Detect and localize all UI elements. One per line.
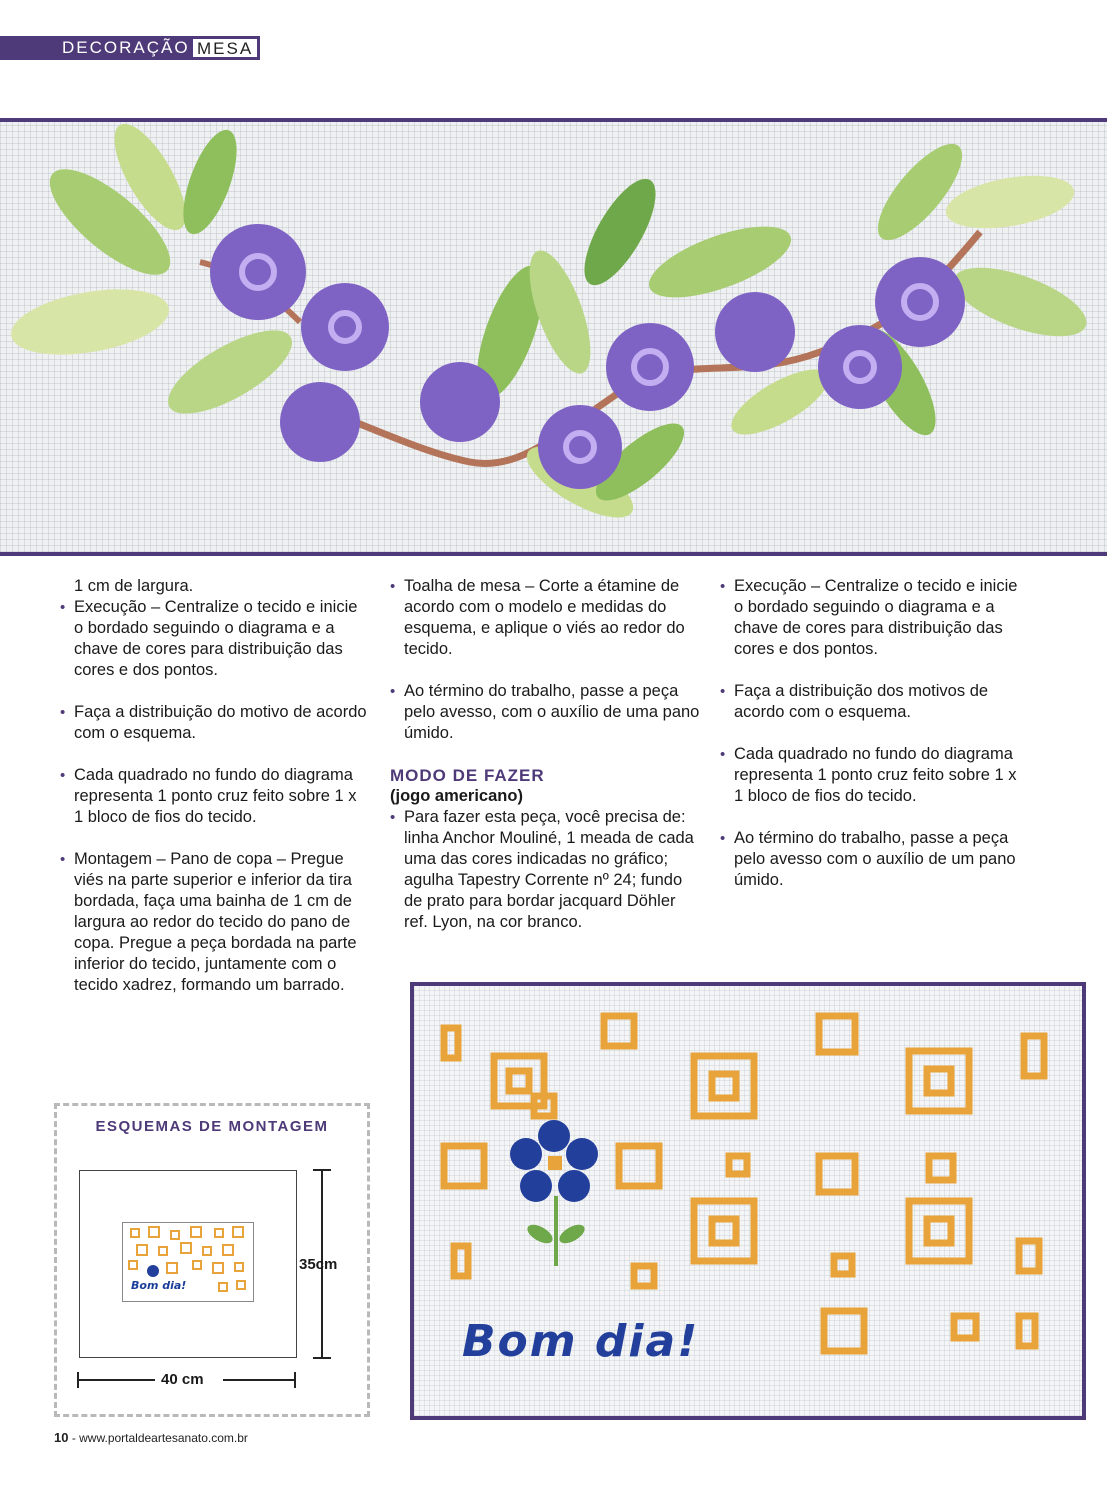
bullet-item: • Montagem – Pano de copa – Pregue viés na parte superior e inferior da tira bordada, faça uma bainha de 1 cm de largura ao redor do tecido do pano de copa. Pregue a peça bordada na parte inferior do tecido, juntamente com o tecido xadrez, formando um barrado.	[60, 849, 370, 996]
blueberry-illustration	[0, 122, 1107, 552]
embroidered-bom-dia-text: Bom dia!	[462, 1316, 700, 1367]
text-column-2	[390, 576, 700, 954]
placemat-embroidery-photo	[410, 982, 1086, 1420]
section-title: DECORAÇÃO	[62, 38, 190, 57]
bullet-item: • Cada quadrado no fundo do diagrama representa 1 ponto cruz feito sobre 1 x 1 bloco de fios do tecido.	[720, 744, 1030, 807]
assembly-diagram-title: ESQUEMAS DE MONTAGEM	[95, 1118, 329, 1135]
bullet-item: • Ao término do trabalho, passe a peça pelo avesso, com o auxílio de uma pano úmido.	[390, 681, 700, 744]
page-footer	[54, 1430, 248, 1445]
bullet-item: • Para fazer esta peça, você precisa de: linha Anchor Mouliné, 1 meada de cada uma das cores indicadas no gráfico; agulha Tapestry Corrente nº 24; fundo de prato para bordar jacquard Döhler ref. Lyon, na cor branco.	[390, 807, 700, 933]
modo-de-fazer-heading: MODO DE FAZER	[390, 766, 545, 785]
text-column-1	[60, 576, 370, 1017]
assembly-diagram-box	[54, 1103, 370, 1417]
height-label: 35cm	[299, 1256, 338, 1273]
subsection-title: MESA	[192, 38, 258, 58]
paragraph: 1 cm de largura.	[74, 577, 194, 595]
bullet-item: • Cada quadrado no fundo do diagrama representa 1 ponto cruz feito sobre 1 x 1 bloco de fios do tecido.	[60, 765, 370, 828]
width-label: 40 cm	[161, 1371, 204, 1388]
placemat-outline	[79, 1170, 297, 1358]
footer-url: - www.portaldeartesanato.com.br	[71, 1431, 248, 1445]
bullet-item: • Execução – Centralize o tecido e inicie o bordado seguindo o diagrama e a chave de cores para distribuição das cores e dos pontos.	[720, 576, 1030, 660]
modo-de-fazer-subheading: (jogo americano)	[390, 787, 523, 805]
text-column-3	[720, 576, 1030, 912]
bullet-item: • Execução – Centralize o tecido e inicie o bordado seguindo o diagrama e a chave de cores para distribuição das cores e dos pontos.	[60, 597, 370, 681]
page-number: 10	[54, 1430, 69, 1445]
bullet-item: • Faça a distribuição dos motivos de acordo com o esquema.	[720, 681, 1030, 723]
mini-placemat-preview	[122, 1222, 254, 1302]
bullet-item: • Toalha de mesa – Corte a étamine de acordo com o modelo e medidas do esquema, e aplique o viés ao redor do tecido.	[390, 576, 700, 660]
blueberry-embroidery-photo	[0, 118, 1107, 556]
bullet-item: • Ao término do trabalho, passe a peça pelo avesso com o auxílio de um pano úmido.	[720, 828, 1030, 891]
mini-bom-dia-text: Bom dia!	[131, 1279, 187, 1292]
bullet-item: • Faça a distribuição do motivo de acordo com o esquema.	[60, 702, 370, 744]
